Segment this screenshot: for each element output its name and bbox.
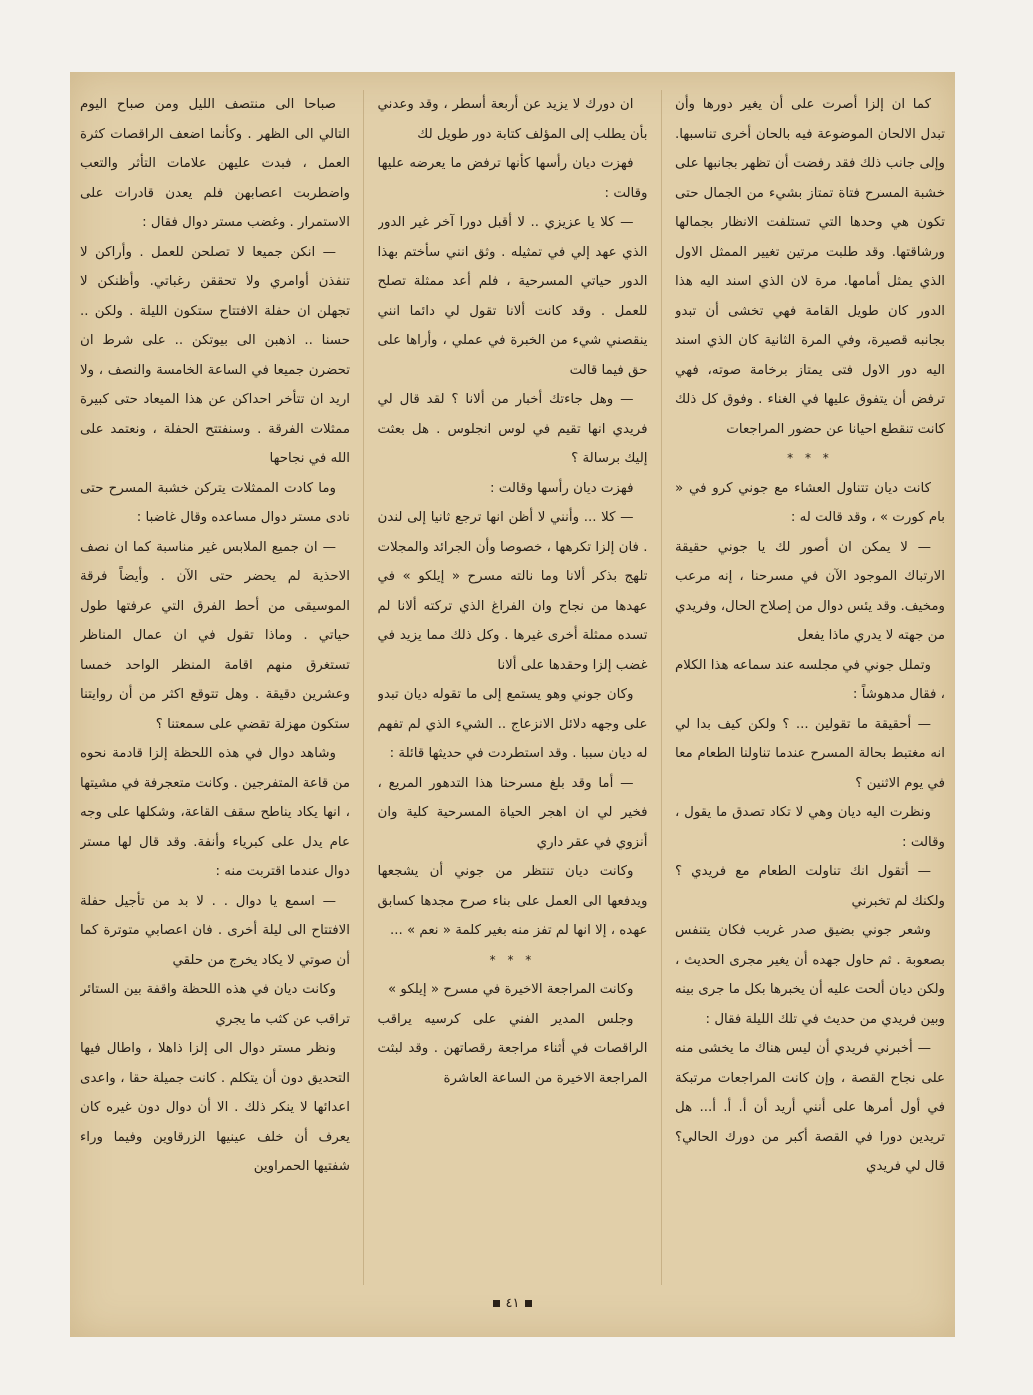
text-columns	[80, 90, 945, 1285]
page-number-text: ٤١	[505, 1296, 520, 1311]
paragraph: — كلا ... وأنني لا أظن انها ترجع ثانيا إلى لندن . فان إلزا تكرهها ، خصوصا وأن الجرائد والمجلات تلهج بذكر ألانا وما نالته مسرح « إيلكو » في عهدها من نجاح وان الفراغ الذي تركته ألانا لم تسده ممثلة أخرى غيرها . وكل ذلك مما يزيد في غضب إلزا وحقدها على ألانا	[377, 510, 648, 673]
paragraph: وكانت المراجعة الاخيرة في مسرح « إيلكو »	[387, 982, 634, 997]
paragraph: وما كادت الممثلات يتركن خشبة المسرح حتى نادى مستر دوال مساعده وقال غاضبا :	[80, 480, 350, 525]
section-break: * * *	[489, 952, 536, 967]
paragraph: وشعر جوني بضيق صدر غريب فكان يتنفس بصعوبة . ثم حاول جهده أن يغير مجرى الحديث ، ولكن ديان ألحت عليه أن يخبرها بكل ما جرى بينه وبين فريدي من حديث في تلك الليلة فقال :	[675, 923, 945, 1027]
paragraph: — أحقيقة ما تقولين ... ؟ ولكن كيف بدا لي انه مغتبط بحالة المسرح عندما تناولنا الطعام معا في يوم الاثنين ؟	[675, 716, 945, 791]
paragraph: وكانت ديان تنتظر من جوني أن يشجعها ويدفعها الى العمل على بناء صرح مجدها كسابق عهده ، إلا انها لم تفز منه بغير كلمة « نعم » ...	[377, 864, 648, 938]
paragraph: — أما وقد بلغ مسرحنا هذا التدهور المريع ، فخير لي ان اهجر الحياة المسرحية كلية وان أنزوي في عقر داري	[377, 775, 648, 850]
paragraph: فهزت ديان رأسها وقالت :	[489, 480, 634, 496]
magazine-page	[70, 72, 955, 1337]
text-column	[378, 90, 648, 1285]
text-column	[675, 90, 945, 1285]
folio-square-icon	[525, 1300, 532, 1307]
text-column	[80, 90, 350, 1285]
paragraph: — وهل جاءتك أخبار من ألانا ؟ لقد قال لي فريدي انها تقيم في لوس انجلوس . هل بعثت إليك برسالة ؟	[377, 392, 648, 466]
paragraph: — ان جميع الملابس غير مناسبة كما ان نصف الاحذية لم يحضر حتى الآن . وأيضاً فرقة الموسيقى من أحط الفرق التي عرفتها طول حياتي . وماذا تقول في ان عمال المناظر تستغرق منهم اقامة المنظر الواحد خمسا وعشرين دقيقة . وهل تتوقع اكثر من أن روايتنا ستكون مهزلة تقضي على سمعتنا ؟	[80, 539, 350, 732]
folio-square-icon	[493, 1300, 500, 1307]
paragraph: — أخبرني فريدي أن ليس هناك ما يخشى منه على نجاح القصة ، وإن كانت المراجعات مرتبكة في أول أمرها على أنني أريد أن أ. أ. أ... هل تريدين دورا في القصة أكبر من دورك الحالي؟ قال لي فريدي	[675, 1041, 945, 1174]
paragraph: وشاهد دوال في هذه اللحظة إلزا قادمة نحوه من قاعة المتفرجين . وكانت متعجرفة في مشيتها ، انها يكاد يناطح سقف القاعة، وشكلها على وجه عام يدل على كبرياء وأنفة. وقد قال لها مستر دوال عندما اقتربت منه :	[80, 746, 350, 879]
column-divider	[363, 90, 364, 1285]
paragraph: — أتقول انك تناولت الطعام مع فريدي ؟ ولكنك لم تخبرني	[675, 864, 945, 909]
paragraph: صباحا الى منتصف الليل ومن صباح اليوم التالي الى الظهر . وكأنما اضعف الراقصات كثرة العمل ، فبدت عليهن علامات التأثر والتعب واضطربت اعصابهن فلم يعدن قادرات على الاستمرار . وغضب مستر دوال فقال :	[80, 97, 350, 230]
paragraph: وكانت ديان في هذه اللحظة واقفة بين الستائر تراقب عن كثب ما يجري	[80, 982, 350, 1027]
column-divider	[661, 90, 662, 1285]
paragraph: ونظرت اليه ديان وهي لا تكاد تصدق ما يقول ، وقالت :	[675, 805, 945, 850]
paragraph: وجلس المدير الفني على كرسيه يراقب الراقصات في أثناء مراجعة رقصاتهن . وقد لبثت المراجعة الاخيرة من الساعة العاشرة	[377, 1011, 648, 1086]
paragraph: فهزت ديان رأسها كأنها ترفض ما يعرضه عليها وقالت :	[377, 156, 648, 201]
paragraph: — كلا يا عزيزي .. لا أقبل دورا آخر غير الدور الذي عهد إلي في تمثيله . وثق انني سأختم بهذا الدور حياتي المسرحية ، فلم أعد ممثلة تصلح للعمل . وقد كانت ألانا تقول لي دائما انني ينقصني شيء من الخبرة في عملي ، وأراها على حق فيما قالت	[377, 215, 648, 378]
paragraph: ونظر مستر دوال الى إلزا ذاهلا ، واطال فيها التحديق دون أن يتكلم . كانت جميلة حقا ، واعدى اعدائها لا ينكر ذلك . الا أن دوال دون غيره كان يعرف أن خلف عينيها الزرقاوين وفيما وراء شفتيها الحمراوين	[80, 1041, 350, 1174]
paragraph: وتملل جوني في مجلسه عند سماعه هذا الكلام ، فقال مدهوشاً :	[675, 657, 945, 702]
paragraph: كما ان إلزا أصرت على أن يغير دورها وأن تبدل الالحان الموضوعة فيه بالحان أخرى تناسبها. وإلى جانب ذلك فقد رفضت أن تظهر بجانبها على خشبة المسرح فتاة تمتاز بشيء من الجمال حتى تكون هي وحدها التي تستلفت الانظار بجمالها ورشاقتها. وقد طلبت مرتين تغيير الممثل الاول الذي يمثل أمامها. مرة لان الذي اسند اليه هذا الدور كان طويل القامة فهي تخشى أن تبدو بجانبه قصيرة، وفي المرة الثانية كان الذي اسند اليه دور الاول فتى يمتاز برخامة صوته، فهي ترفض أن يتفوق عليها في الغناء . وفوق كل ذلك كانت تنقطع احيانا عن حضور المراجعات	[675, 97, 945, 437]
paragraph: ان دورك لا يزيد عن أربعة أسطر ، وقد وعدني بأن يطلب إلى المؤلف كتابة دور طويل لك	[377, 97, 648, 142]
paragraph: وكان جوني وهو يستمع إلى ما تقوله ديان تبدو على وجهه دلائل الانزعاج .. الشيء الذي لم تفهم له ديان سببا . وقد استطردت في حديثها قائلة :	[377, 687, 648, 761]
paragraph: كانت ديان تتناول العشاء مع جوني كرو في « بام كورت » ، وقد قالت له :	[675, 480, 945, 525]
paragraph: — اسمع يا دوال . . لا بد من تأجيل حفلة الافتتاح الى ليلة أخرى . فان اعصابي متوترة كما أن صوتي لا يكاد يخرج من حلقي	[80, 893, 350, 968]
section-break: * * *	[787, 451, 833, 465]
paragraph: — لا يمكن ان أصور لك يا جوني حقيقة الارتباك الموجود الآن في مسرحنا ، إنه مرعب ومخيف. وقد يئس دوال من إصلاح الحال، وفريدي من جهته لا يدري ماذا يفعل	[675, 539, 945, 643]
paragraph: — انكن جميعا لا تصلحن للعمل . وأراكن لا تنفذن أوامري ولا تحققن رغباتي. وأظنكن لا تجهلن ان حفلة الافتتاح ستكون الليلة . ولكن .. حسنا .. اذهبن الى بيوتكن .. على شرط ان تحضرن جميعا في الساعة الخامسة والنصف ، ولا اريد ان تتأخر احداكن عن هذا الميعاد حتى كبيرة ممثلات الفرقة . وسنفتتح الحفلة ، ونعتمد على الله في نجاحها	[80, 244, 350, 466]
page-number	[70, 1296, 955, 1311]
